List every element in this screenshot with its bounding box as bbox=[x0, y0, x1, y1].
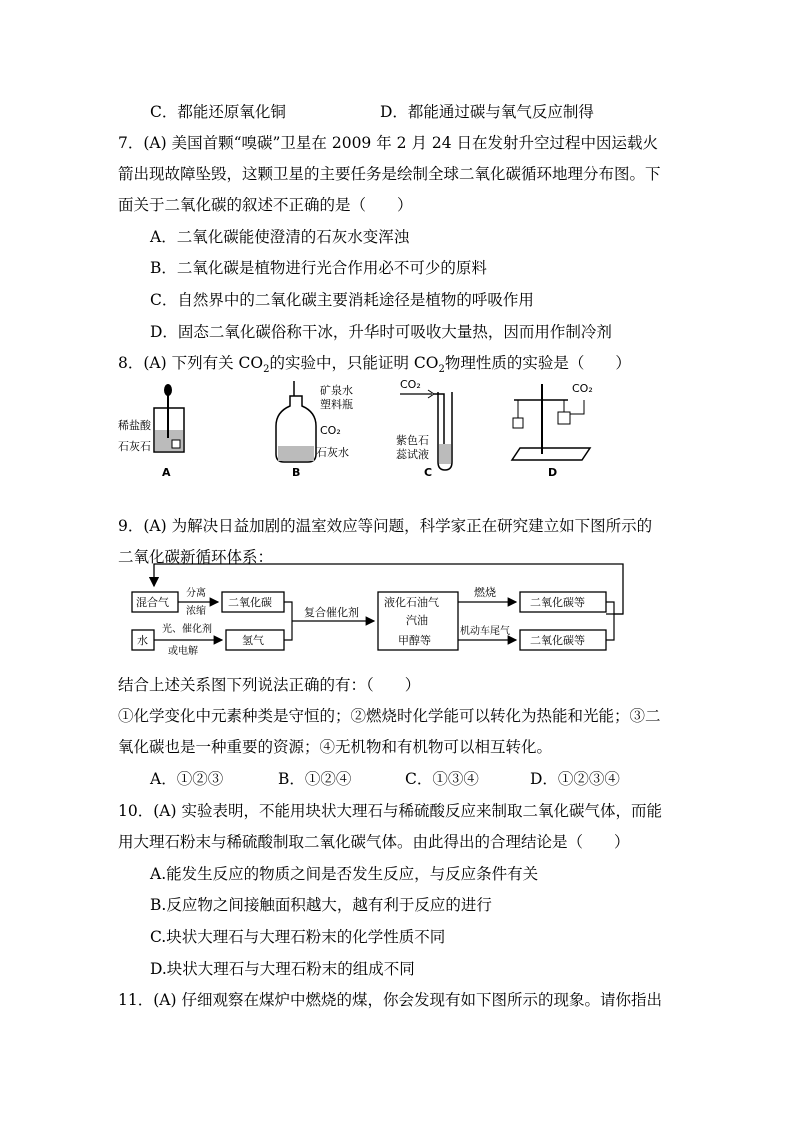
q7-option-d: D．固态二氧化碳俗称干冰，升华时可吸收大量热，因而用作制冷剂 bbox=[150, 323, 612, 341]
q7-option-a: A．二氧化碳能使澄清的石灰水变浑浊 bbox=[150, 228, 410, 246]
q8-c-label-2: 紫色石 bbox=[396, 434, 429, 447]
q9-option-d: D．①②③④ bbox=[530, 770, 620, 788]
q8-b-label-2: 塑料瓶 bbox=[320, 398, 353, 411]
hydrogen-label: 氢气 bbox=[242, 634, 264, 647]
q9-co2-cycle-diagram bbox=[118, 558, 638, 658]
q7-stem-line-2: 箭出现故障坠毁，这颗卫星的主要任务是绘制全球二氧化碳循环地理分布图。下 bbox=[118, 165, 661, 183]
q7-option-b: B．二氧化碳是植物进行光合作用必不可少的原料 bbox=[150, 259, 487, 277]
co2-etc-label-2: 二氧化碳等 bbox=[530, 634, 585, 647]
gasoline-label: 汽油 bbox=[406, 614, 428, 627]
electrolysis-label: 或电解 bbox=[168, 646, 198, 657]
q8-d-label-1: CO₂ bbox=[572, 382, 593, 395]
light-catalyst-label: 光、催化剂 bbox=[162, 624, 212, 635]
burn-label: 燃烧 bbox=[474, 586, 496, 599]
q6-option-c: C．都能还原氧化铜 bbox=[150, 103, 286, 121]
q8-b-label-1: 矿泉水 bbox=[320, 384, 353, 397]
q9-option-b: B．①②④ bbox=[278, 770, 352, 788]
q8-stem-sub: 2 bbox=[263, 364, 270, 376]
q8-stem-suffix: 物理性质的实验是（ ） bbox=[444, 354, 631, 372]
q10-option-a: A.能发生反应的物质之间是否发生反应，与反应条件有关 bbox=[150, 865, 539, 883]
exhaust-label: 机动车尾气 bbox=[460, 626, 510, 637]
q7-stem-line-3: 面关于二氧化碳的叙述不正确的是（ ） bbox=[118, 196, 413, 214]
methanol-label: 甲醇等 bbox=[398, 634, 431, 647]
q8-c-caption: C bbox=[424, 466, 433, 479]
q7-option-c: C．自然界中的二氧化碳主要消耗途径是植物的呼吸作用 bbox=[150, 291, 534, 309]
q7-stem-line-1: 7．(A) 美国首颗“嗅碳”卫星在 2009 年 2 月 24 日在发射升空过程中因运载火 bbox=[118, 134, 659, 152]
q8-experiment-figure bbox=[112, 378, 612, 483]
mix-gas-label: 混合气 bbox=[136, 596, 169, 609]
q6-option-d: D．都能通过碳与氧气反应制得 bbox=[380, 103, 594, 121]
q10-option-c: C.块状大理石与大理石粉末的化学性质不同 bbox=[150, 928, 446, 946]
q10-option-d: D.块状大理石与大理石粉末的组成不同 bbox=[150, 960, 415, 978]
q8-stem bbox=[118, 351, 631, 375]
q9-question-line: 结合上述关系图下列说法正确的有：（ ） bbox=[118, 676, 421, 694]
q9-stem-line-1: 9．(A) 为解决日益加剧的温室效应等问题，科学家正在研究建立如下图所示的 bbox=[118, 517, 653, 535]
q9-statements-line-2: 氧化碳也是一种重要的资源；④无机物和有机物可以相互转化。 bbox=[118, 738, 553, 756]
water-label: 水 bbox=[137, 634, 148, 647]
q8-a-caption: A bbox=[162, 466, 171, 479]
q8-d-caption: D bbox=[548, 466, 558, 479]
q8-c-label-1: CO₂ bbox=[400, 378, 421, 391]
lpg-label: 液化石油气 bbox=[384, 596, 439, 609]
co2-label: 二氧化碳 bbox=[228, 596, 272, 609]
q8-stem-sub-2: 2 bbox=[438, 364, 445, 376]
q10-stem-line-2: 用大理石粉末与稀硫酸制取二氧化碳气体。由此得出的合理结论是（ ） bbox=[118, 833, 630, 851]
q8-c-label-3: 蕊试液 bbox=[396, 448, 429, 461]
composite-catalyst-label: 复合催化剂 bbox=[304, 606, 359, 619]
q9-option-a: A．①②③ bbox=[150, 770, 224, 788]
q8-stem-prefix: 8．(A) 下列有关 CO bbox=[118, 354, 264, 372]
q10-stem-line-1: 10．(A) 实验表明，不能用块状大理石与稀硫酸反应来制取二氧化碳气体，而能 bbox=[118, 802, 662, 820]
q9-option-c: C．①③④ bbox=[405, 770, 479, 788]
q9-stem-line-2: 二氧化碳新循环体系： bbox=[118, 548, 274, 566]
q9-statements-line-1: ①化学变化中元素种类是守恒的；②燃烧时化学能可以转化为热能和光能；③二 bbox=[118, 707, 661, 725]
co2-etc-label-1: 二氧化碳等 bbox=[530, 596, 585, 609]
q8-stem-mid: 的实验中，只能证明 CO bbox=[269, 354, 439, 372]
separate-label: 分离 bbox=[186, 588, 206, 599]
q10-option-b: B.反应物之间接触面积越大，越有利于反应的进行 bbox=[150, 896, 492, 914]
q8-b-label-3: CO₂ bbox=[320, 424, 341, 437]
q8-a-label-1: 稀盐酸 bbox=[118, 419, 151, 432]
q11-stem-line-1: 11．(A) 仔细观察在煤炉中燃烧的煤，你会发现有如下图所示的现象。请你指出 bbox=[118, 991, 662, 1009]
q8-b-label-4: 石灰水 bbox=[316, 446, 349, 459]
q8-a-label-2: 石灰石 bbox=[118, 440, 151, 453]
concentrate-label: 浓缩 bbox=[186, 606, 206, 617]
q8-b-caption: B bbox=[292, 466, 301, 479]
